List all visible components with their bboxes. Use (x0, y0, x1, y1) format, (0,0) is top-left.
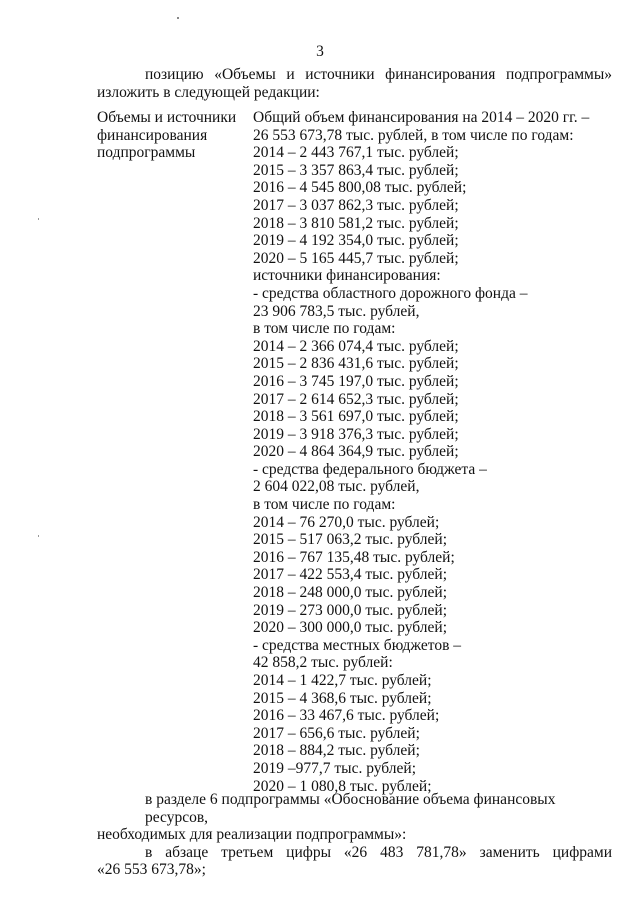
financing-line: 2018 – 884,2 тыс. рублей; (253, 742, 420, 760)
financing-line: 2014 – 2 443 767,1 тыс. рублей; (253, 144, 459, 162)
amendment-paragraphs (97, 791, 612, 879)
financing-line: 2014 – 1 422,7 тыс. рублей; (253, 672, 432, 689)
financing-line: 2019 – 3 918 376,3 тыс. рублей; (253, 425, 459, 443)
financing-line: 2020 – 5 165 445,7 тыс. рублей; (253, 249, 459, 267)
paragraph-line: в абзаце третьем цифры «26 483 781,78» заменить цифрами (145, 843, 612, 861)
position-label (97, 109, 247, 162)
financing-line: - средства местных бюджетов – (253, 636, 462, 654)
financing-line: 2015 – 3 357 863,4 тыс. рублей; (253, 161, 459, 179)
financing-line: 2016 – 33 467,6 тыс. рублей; (253, 707, 440, 725)
label-line: подпрограммы (97, 144, 196, 162)
paragraph-line: «26 553 673,78»; (97, 861, 206, 879)
financing-line: 2017 – 656,6 тыс. рублей; (253, 724, 420, 742)
financing-line: - средства областного дорожного фонда – (253, 284, 528, 302)
financing-line: 2017 – 2 614 652,3 тыс. рублей; (253, 390, 459, 408)
financing-line: 2015 – 4 368,6 тыс. рублей; (253, 689, 432, 707)
financing-line: 2015 – 2 836 431,6 тыс. рублей; (253, 355, 459, 373)
financing-line: 2 604 022,08 тыс. рублей, (253, 478, 420, 496)
paragraph-line: необходимых для реализации подпрограммы»: (97, 826, 407, 844)
financing-line: 2014 – 2 366 074,4 тыс. рублей; (253, 337, 459, 355)
financing-line: 2020 – 4 864 364,9 тыс. рублей; (253, 443, 459, 461)
financing-line: в том числе по годам: (253, 320, 396, 338)
financing-details (253, 109, 613, 795)
financing-line: 2018 – 3 561 697,0 тыс. рублей; (253, 408, 459, 426)
financing-line: 2019 – 273 000,0 тыс. рублей; (253, 601, 447, 619)
financing-line: 2017 – 3 037 862,3 тыс. рублей; (253, 196, 459, 214)
intro-paragraph (97, 66, 612, 101)
label-line: Объемы и источники (97, 109, 237, 126)
financing-line: 2019 –977,7 тыс. рублей; (253, 759, 416, 777)
scan-speck (38, 218, 39, 220)
financing-line: 2020 – 300 000,0 тыс. рублей; (253, 619, 447, 637)
financing-line: 26 553 673,78 тыс. рублей, в том числе по годам: (253, 126, 574, 144)
label-line: финансирования (97, 126, 208, 144)
scan-speck (177, 17, 179, 19)
financing-line: 2016 – 767 135,48 тыс. рублей; (253, 548, 455, 566)
scan-speck (38, 535, 39, 537)
financing-line: 2016 – 3 745 197,0 тыс. рублей; (253, 372, 459, 390)
financing-line: 2018 – 3 810 581,2 тыс. рублей; (253, 214, 459, 232)
financing-line: 2016 – 4 545 800,08 тыс. рублей; (253, 179, 467, 197)
intro-line: позицию «Объемы и источники финансирования подпрограммы» (145, 66, 612, 83)
financing-line: Общий объем финансирования на 2014 – 2020 гг. – (253, 109, 590, 126)
intro-line: изложить в следующей редакции: (97, 83, 320, 101)
financing-line: 2017 – 422 553,4 тыс. рублей; (253, 566, 447, 584)
financing-line: 42 858,2 тыс. рублей: (253, 654, 393, 672)
financing-line: 2018 – 248 000,0 тыс. рублей; (253, 584, 447, 602)
financing-line: 23 906 783,5 тыс. рублей, (253, 302, 420, 320)
financing-line: 2014 – 76 270,0 тыс. рублей; (253, 513, 440, 531)
page-number: 3 (316, 43, 324, 60)
financing-line: 2020 – 1 080,8 тыс. рублей; (253, 777, 432, 795)
financing-line: 2015 – 517 063,2 тыс. рублей; (253, 531, 447, 549)
financing-line: 2019 – 4 192 354,0 тыс. рублей; (253, 232, 459, 250)
financing-line: источники финансирования: (253, 267, 441, 285)
financing-line: в том числе по годам: (253, 496, 396, 514)
financing-line: - средства федерального бюджета – (253, 460, 487, 478)
paragraph-line: в разделе 6 подпрограммы «Обоснование объема финансовых ресурсов, (145, 791, 556, 826)
